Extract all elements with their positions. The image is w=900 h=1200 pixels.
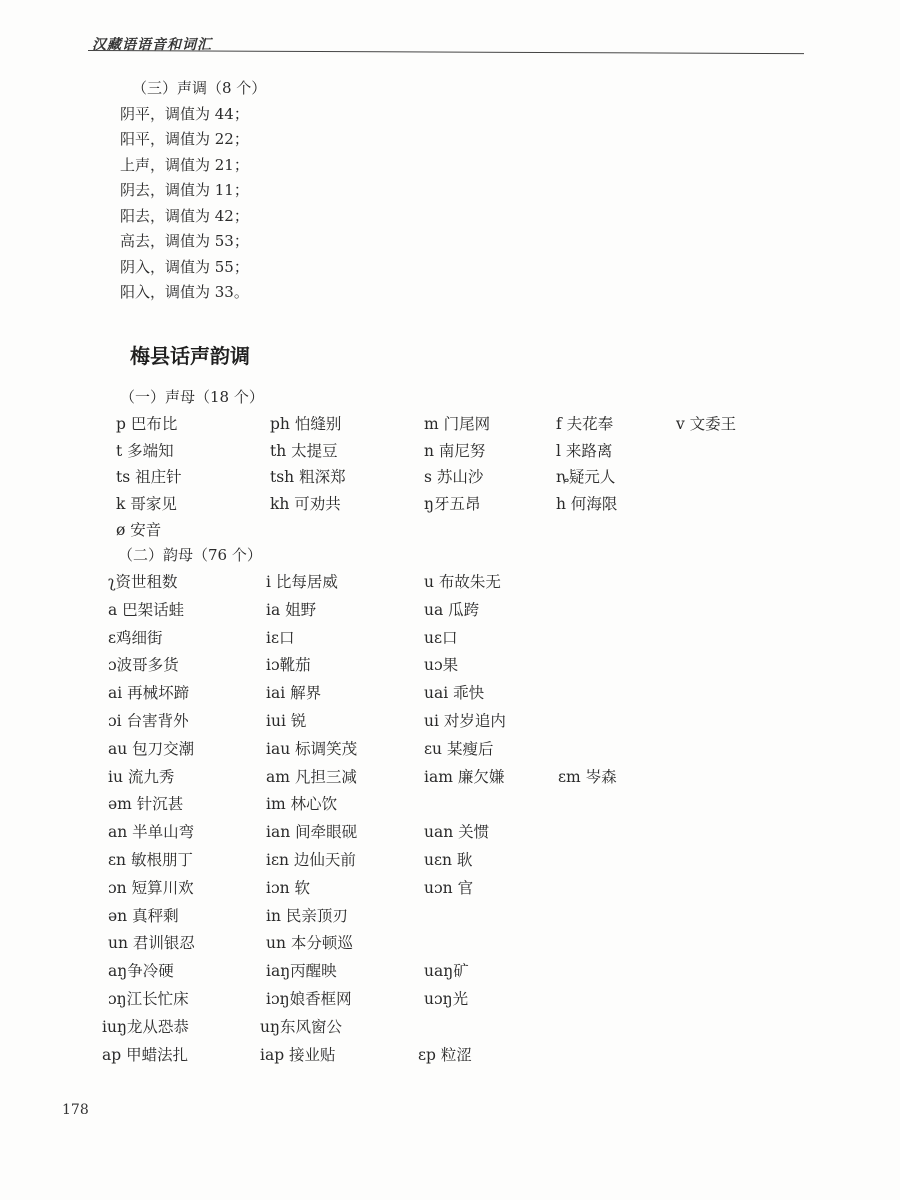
tone-item: 阳入，调值为 33。 xyxy=(120,283,249,301)
final-cell: uaŋ矿 xyxy=(424,962,469,981)
final-cell: un 君训银忍 xyxy=(108,934,195,953)
finals-row xyxy=(0,653,900,679)
final-cell: ɔn 短算川欢 xyxy=(108,878,194,897)
final-cell: iɛn 边仙天前 xyxy=(266,851,356,869)
final-cell: iɔ靴茄 xyxy=(266,656,311,675)
initial-cell: ȵ疑元人 xyxy=(556,468,616,486)
tone-item: 阴平，调值为 44； xyxy=(120,104,249,123)
initials-row xyxy=(0,465,900,491)
finals-row xyxy=(0,598,900,624)
finals-row xyxy=(0,959,900,985)
initial-cell: f 夫花奉 xyxy=(556,415,614,433)
initial-cell: ŋ牙五昂 xyxy=(424,494,481,513)
initial-cell: v 文委王 xyxy=(676,415,737,433)
page-number: 178 xyxy=(62,1102,89,1118)
final-cell: ia 姐野 xyxy=(266,600,317,619)
final-cell: iɔn 软 xyxy=(266,878,311,897)
final-cell: ɔ波哥多货 xyxy=(108,656,179,675)
final-cell: uɔn 官 xyxy=(424,878,474,897)
initial-cell: ph 怕缝别 xyxy=(270,415,342,433)
final-cell: an 半单山弯 xyxy=(108,823,195,842)
tone-item: 高去，调值为 53； xyxy=(120,232,249,250)
tones-heading: （三）声调（8 个） xyxy=(132,79,267,97)
final-cell: ɛn 敏根朋丁 xyxy=(108,851,193,869)
final-cell: i 比每居威 xyxy=(266,573,338,591)
finals-heading: （二）韵母（76 个） xyxy=(118,546,262,564)
finals-row xyxy=(0,904,900,930)
final-cell: iɛ口 xyxy=(266,628,295,647)
final-cell: ɔŋ江长忙床 xyxy=(108,990,189,1008)
initial-cell: s 苏山沙 xyxy=(424,468,484,486)
finals-row xyxy=(0,987,900,1013)
final-cell: ap 甲蜡法扎 xyxy=(102,1045,189,1064)
final-cell: uɛ口 xyxy=(424,628,458,647)
final-cell: iɔŋ娘香框网 xyxy=(266,990,352,1008)
initial-cell: tsh 粗深郑 xyxy=(270,468,346,486)
final-cell: ui 对岁追内 xyxy=(424,712,506,730)
final-cell: iap 接业贴 xyxy=(260,1045,336,1064)
final-cell: un 本分顿巡 xyxy=(266,934,353,953)
finals-row xyxy=(0,931,900,957)
final-cell: iai 解界 xyxy=(266,684,322,703)
final-cell: am 凡担三减 xyxy=(266,767,357,786)
final-cell: iam 廉欠嫌 xyxy=(424,767,505,786)
initials-row xyxy=(0,492,900,518)
final-cell: uɛn 耿 xyxy=(424,851,473,869)
finals-row xyxy=(0,1015,900,1041)
finals-row xyxy=(0,765,900,791)
final-cell: uai 乖快 xyxy=(424,684,485,703)
final-cell: uɔŋ光 xyxy=(424,990,469,1008)
finals-row xyxy=(0,820,900,846)
initials-heading: （一）声母（18 个） xyxy=(120,388,264,406)
final-cell: im 林心饮 xyxy=(266,795,338,814)
final-cell: a 巴架话蛙 xyxy=(108,600,185,619)
final-cell: ɛu 某瘦后 xyxy=(424,739,494,758)
initials-row xyxy=(0,412,900,438)
final-cell: ua 瓜跨 xyxy=(424,600,480,619)
final-cell: ɛ鸡细街 xyxy=(108,628,163,647)
initial-cell: h 何海限 xyxy=(556,494,618,513)
finals-row xyxy=(0,737,900,763)
initial-cell: kh 可劝共 xyxy=(270,494,341,513)
tone-item: 上声，调值为 21； xyxy=(120,155,249,174)
final-cell: ian 间牵眼砚 xyxy=(266,823,358,842)
final-cell: uɔ果 xyxy=(424,656,459,675)
final-cell: aŋ争冷硬 xyxy=(108,962,174,981)
finals-row xyxy=(0,876,900,902)
final-cell: uan 关惯 xyxy=(424,823,490,842)
initial-cell: l 来路离 xyxy=(556,441,613,460)
finals-row xyxy=(0,626,900,652)
tone-item: 阴入，调值为 55； xyxy=(120,257,249,276)
initial-cell: t 多端知 xyxy=(116,441,174,460)
final-cell: au 包刀交潮 xyxy=(108,739,195,758)
final-cell: iuŋ龙从恐恭 xyxy=(102,1017,189,1036)
tones-block xyxy=(120,76,266,306)
final-cell: ɔi 台害背外 xyxy=(108,712,189,730)
final-cell: ʅ资世租数 xyxy=(108,573,178,591)
finals-row xyxy=(0,792,900,818)
final-cell: iaŋ丙醒映 xyxy=(266,962,337,981)
final-cell: iau 标调笑茂 xyxy=(266,739,358,758)
final-cell: ən 真秤剩 xyxy=(108,906,179,925)
section-title: 梅县话声韵调 xyxy=(130,344,250,368)
final-cell: iui 锐 xyxy=(266,712,307,730)
running-head: 汉藏语语音和词汇 xyxy=(92,37,212,53)
initial-cell: k 哥家见 xyxy=(116,494,177,513)
initial-cell: ts 祖庄针 xyxy=(116,468,182,486)
initial-cell: ø 安音 xyxy=(116,521,162,539)
initial-cell: m 门尾网 xyxy=(424,415,491,433)
final-cell: in 民亲顶刃 xyxy=(266,906,348,925)
tone-item: 阴去，调值为 11； xyxy=(120,181,249,199)
tone-item: 阳去，调值为 42； xyxy=(120,206,249,225)
final-cell: ɛm 岑森 xyxy=(558,767,617,786)
finals-row xyxy=(0,1043,900,1069)
initial-cell: n 南尼努 xyxy=(424,441,486,460)
initials-row xyxy=(0,518,900,544)
final-cell: ai 再械坏蹄 xyxy=(108,684,190,703)
initial-cell: th 太提豆 xyxy=(270,441,338,460)
finals-row xyxy=(0,681,900,707)
final-cell: uŋ东风窗公 xyxy=(260,1017,342,1036)
finals-row xyxy=(0,709,900,735)
finals-row xyxy=(0,570,900,596)
final-cell: u 布故朱无 xyxy=(424,573,501,591)
final-cell: ɛp 粒涩 xyxy=(418,1045,472,1064)
initial-cell: p 巴布比 xyxy=(116,415,178,433)
finals-row xyxy=(0,848,900,874)
initials-row xyxy=(0,439,900,465)
tone-item: 阳平，调值为 22； xyxy=(120,130,249,148)
final-cell: əm 针沉甚 xyxy=(108,795,184,814)
final-cell: iu 流九秀 xyxy=(108,767,175,786)
